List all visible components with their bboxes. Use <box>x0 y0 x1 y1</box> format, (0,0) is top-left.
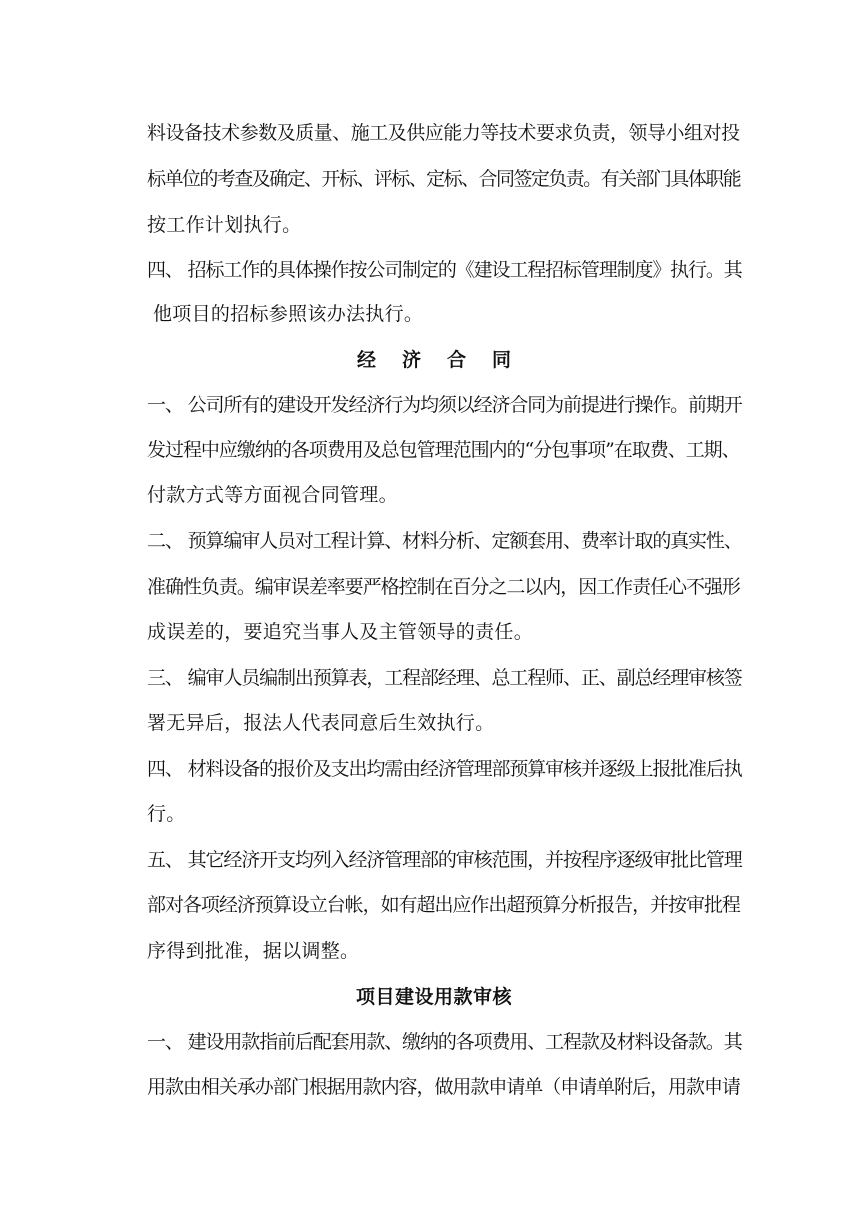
text-line: 成误差的，要追究当事人及主管领导的责任。 <box>147 621 534 643</box>
text-line: 他项目的招标参照该办法执行。 <box>153 303 424 325</box>
section-heading-fund-review: 项目建设用款审核 <box>355 986 512 1008</box>
text-line: 五、 其它经济开支均列入经济管理部的审核范围，并按程序逐级审批比管理 <box>147 849 742 871</box>
text-line: 标单位的考查及确定、开标、评标、定标、合同签定负责。有关部门具体职能 <box>147 168 741 190</box>
text-line: 发过程中应缴纳的各项费用及总包管理范围内的“分包事项”在取费、工期、 <box>147 439 740 461</box>
text-line: 四、 招标工作的具体操作按公司制定的《建设工程招标管理制度》执行。其 <box>147 259 742 281</box>
text-line: 序得到批准，据以调整。 <box>147 940 360 962</box>
text-line: 用款由相关承办部门根据用款内容，做用款申请单（申请单附后，用款申请 <box>147 1076 740 1098</box>
text-line: 准确性负责。编审误差率要严格控制在百分之二以内，因工作责任心不强形 <box>147 576 740 598</box>
text-line: 行。 <box>147 803 186 825</box>
text-line: 一、 公司所有的建设开发经济行为均须以经济合同为前提进行操作。前期开 <box>147 394 742 416</box>
text-line: 付款方式等方面视合同管理。 <box>147 484 398 506</box>
text-line: 署无异后，报法人代表同意后生效执行。 <box>147 712 495 734</box>
text-line: 二、 预算编审人员对工程计算、材料分析、定额套用、费率计取的真实性、 <box>147 530 742 552</box>
text-line: 按工作计划执行。 <box>147 214 302 236</box>
text-line: 部对各项经济预算设立台帐，如有超出应作出超预算分析报告，并按审批程 <box>147 894 740 916</box>
section-heading-contract: 经济合同 <box>356 349 537 371</box>
text-line: 料设备技术参数及质量、施工及供应能力等技术要求负责，领导小组对投 <box>147 122 740 144</box>
text-line: 四、 材料设备的报价及支出均需由经济管理部预算审核并逐级上报批准后执 <box>147 758 742 780</box>
text-line: 三、 编审人员编制出预算表，工程部经理、总工程师、正、副总经理审核签 <box>147 667 742 689</box>
text-line: 一、 建设用款指前后配套用款、缴纳的各项费用、工程款及材料设备款。其 <box>147 1031 742 1053</box>
